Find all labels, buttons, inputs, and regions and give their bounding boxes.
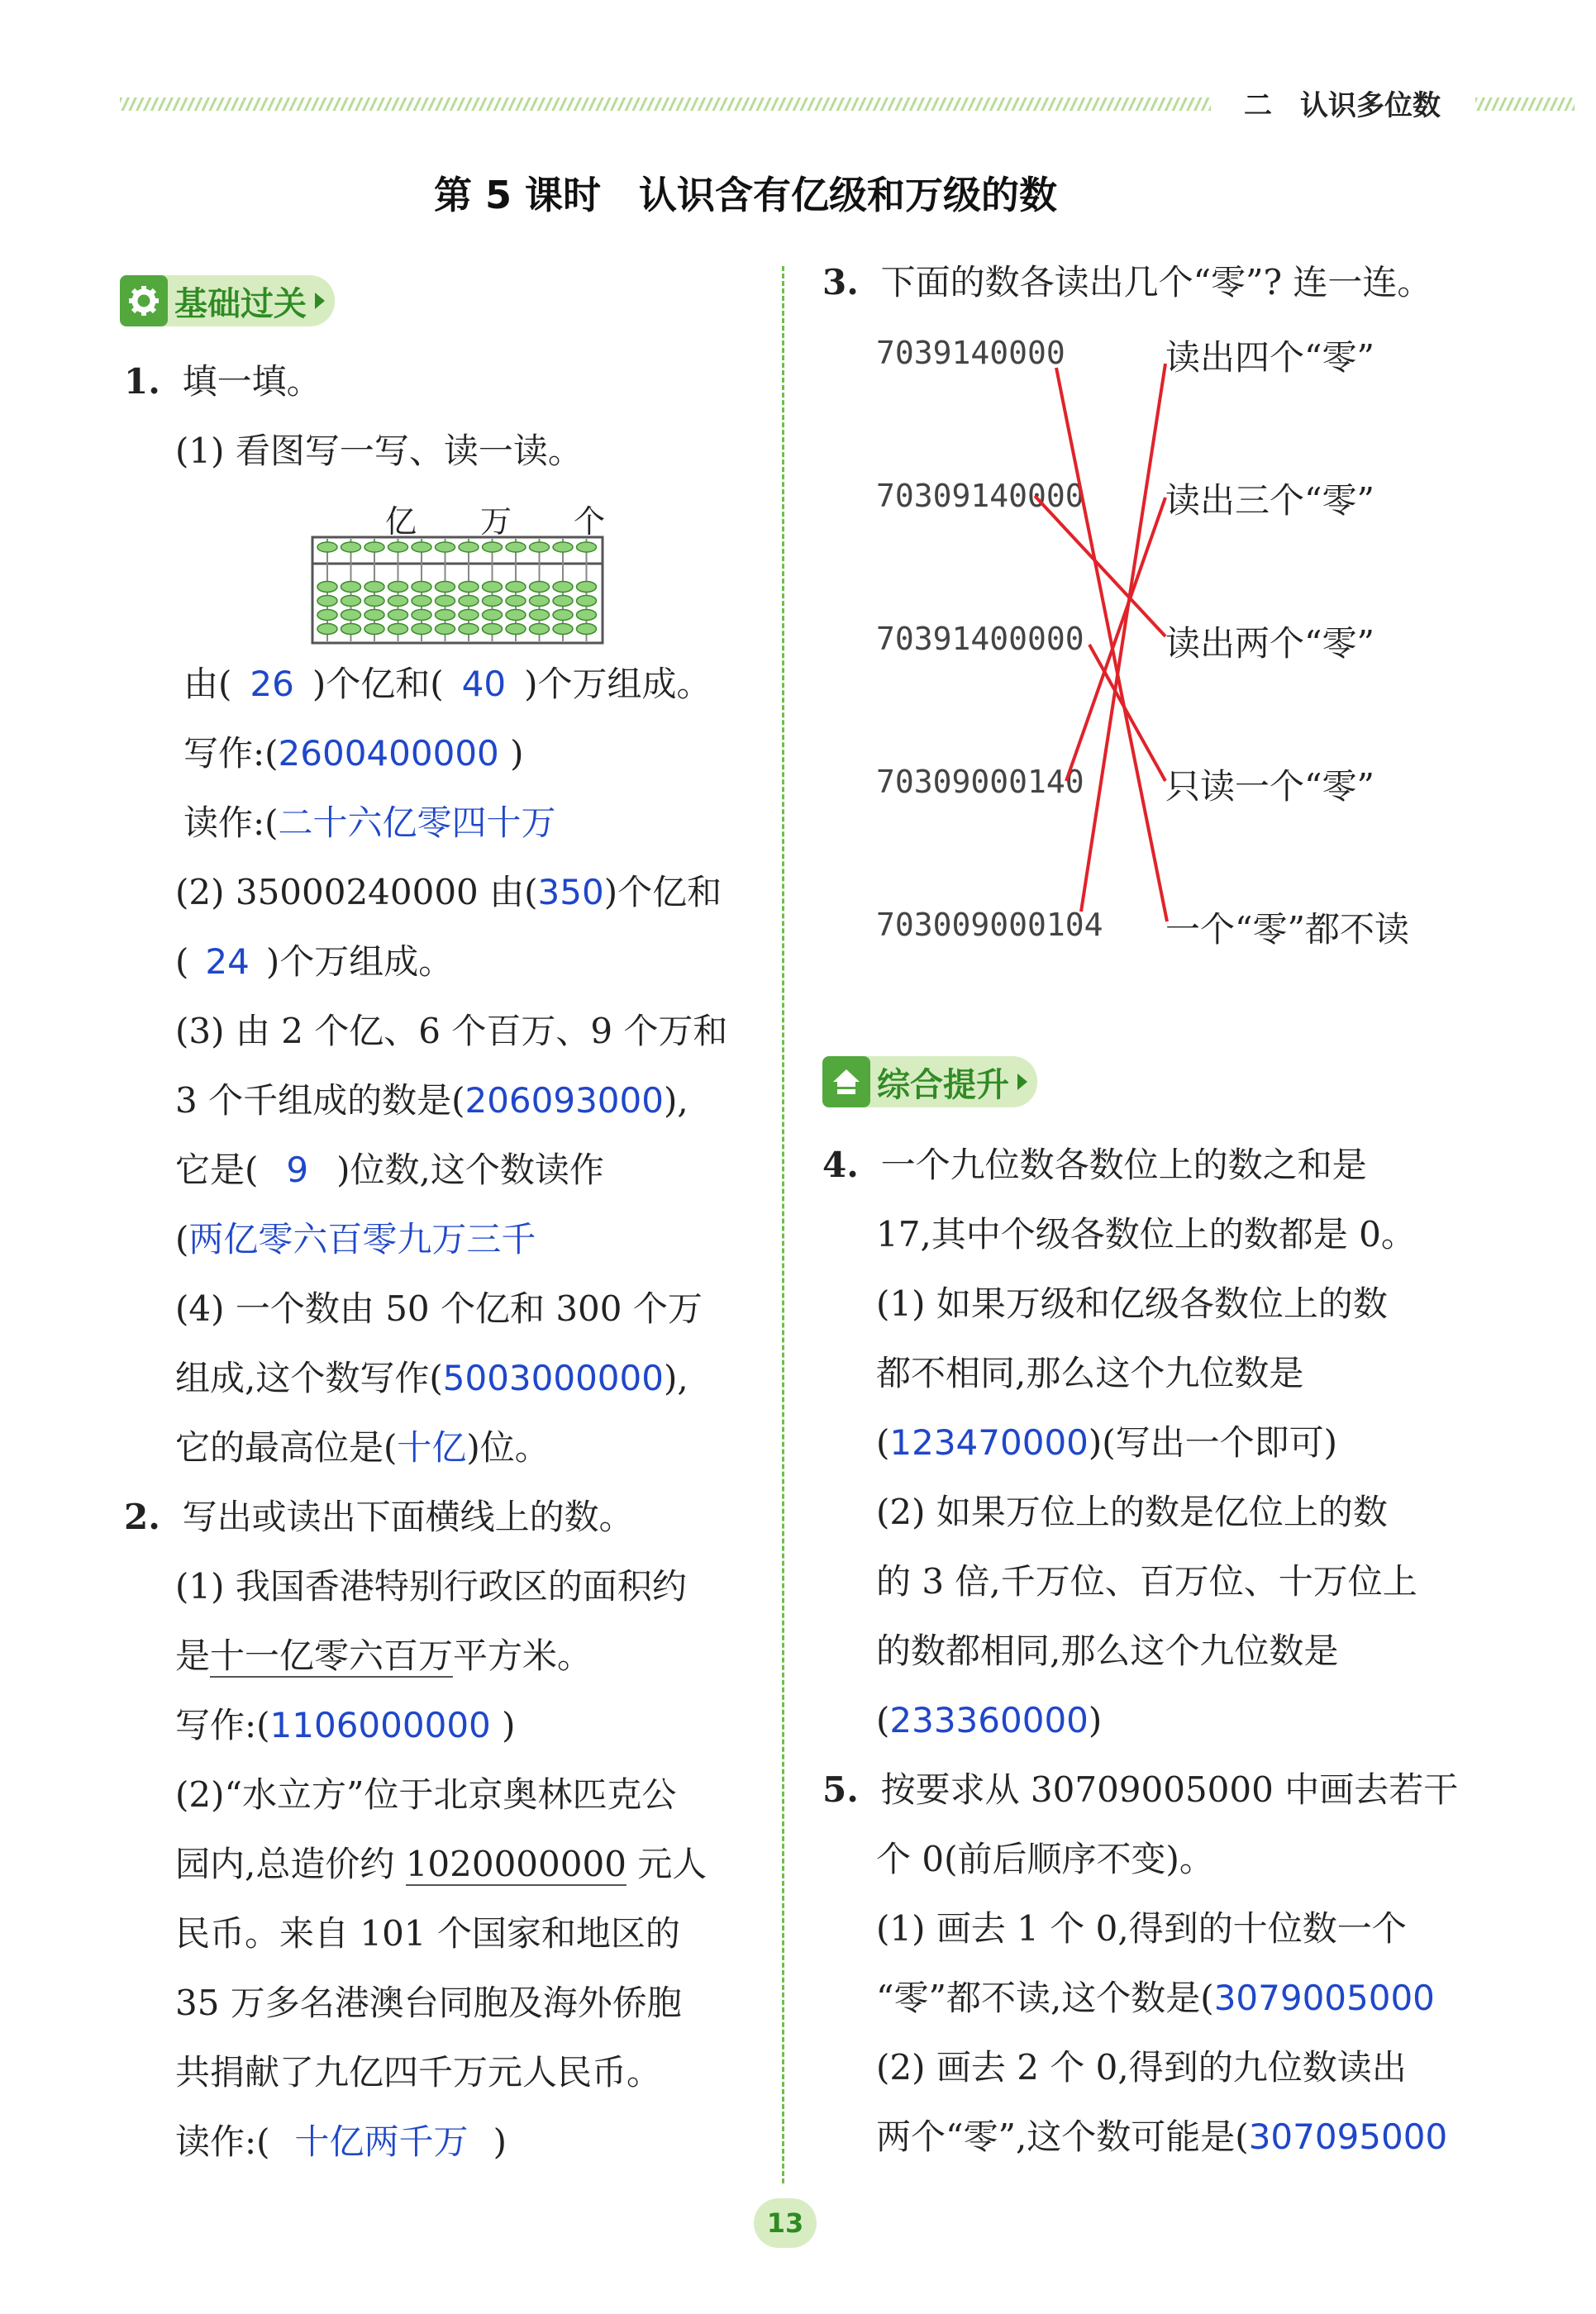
lesson-title: 第 5 课时 认识含有亿级和万级的数 <box>434 173 1058 217</box>
underlined-number-2: 1020000000 <box>405 1844 626 1884</box>
abacus-label-wan: 万 <box>480 503 512 540</box>
q4-line2: 17,其中个级各数位上的数都是 0。 <box>876 1214 1416 1255</box>
q5-p1-line1: (1) 画去 1 个 0,得到的十位数一个 <box>876 1908 1407 1949</box>
q3-reading-5: 一个“零”都不读 <box>1165 909 1409 950</box>
q3-matching-lines <box>0 0 1596 992</box>
q2-p2-line1: (2)“水立方”位于北京奥林匹克公 <box>175 1774 677 1815</box>
section-label-basic: 基础过关 <box>174 284 307 323</box>
q3-number-3: 70391400000 <box>876 621 1084 657</box>
answer-1106000000: 1106000000 <box>269 1705 491 1745</box>
q1-p3-line3: 它是( 9 )位数,这个数读作 <box>175 1150 604 1190</box>
match-line-4 <box>1066 498 1165 781</box>
q3-reading-4: 只读一个“零” <box>1165 766 1374 807</box>
answer-307095000: 307095000 <box>1248 2116 1448 2157</box>
q3-number-1: 7039140000 <box>876 335 1065 371</box>
house-icon <box>822 1056 870 1107</box>
q1-p2-line2: ( 24 )个万组成。 <box>175 941 454 982</box>
answer-reading-3: 十亿两千万 <box>294 2121 469 2162</box>
match-line-2 <box>1035 496 1165 636</box>
answer-40: 40 <box>461 664 507 704</box>
q2-stem-line: 2. 写出或读出下面横线上的数。 <box>124 1497 634 1537</box>
q5-p2-line2: 两个“零”,这个数可能是(307095000 <box>876 2116 1448 2157</box>
answer-24: 24 <box>205 941 250 982</box>
q1-p4-line3: 它的最高位是(十亿)位。 <box>175 1427 550 1468</box>
q4-p1-line2: 都不相同,那么这个九位数是 <box>876 1353 1304 1393</box>
abacus-label-yi: 亿 <box>385 503 417 540</box>
answer-9: 9 <box>286 1150 309 1190</box>
answer-123470000: 123470000 <box>889 1422 1089 1463</box>
answer-26: 26 <box>250 664 294 704</box>
match-line-5 <box>1081 364 1165 912</box>
q5-line1: 5. 按要求从 30709005000 中画去若干 <box>822 1769 1459 1810</box>
q1-p4-line2: 组成,这个数写作(5003000000), <box>175 1358 688 1398</box>
answer-shiyi: 十亿 <box>397 1427 467 1468</box>
q4-line1: 4. 一个九位数各数位上的数之和是 <box>822 1145 1367 1185</box>
q3-reading-3: 读出两个“零” <box>1165 623 1374 664</box>
q2-p1-write-line: 写作:(1106000000 ) <box>175 1705 516 1745</box>
q3-number-5: 703009000104 <box>876 907 1103 943</box>
q4-p2-line1: (2) 如果万位上的数是亿位上的数 <box>876 1492 1388 1532</box>
q5-p2-line1: (2) 画去 2 个 0,得到的九位数读出 <box>876 2047 1407 2088</box>
q1-p1-label: (1) 看图写一写、读一读。 <box>175 431 583 471</box>
q4-p2-line4: (233360000) <box>876 1700 1103 1740</box>
q2-p2-line2: 园内,总造价约 1020000000 元人 <box>175 1844 707 1884</box>
answer-206093000: 206093000 <box>465 1080 664 1121</box>
q2-p2-line3: 民币。来自 101 个国家和地区的 <box>175 1913 680 1954</box>
section-badge-advanced <box>822 1056 1037 1107</box>
q2-p1-line2: 是十一亿零六百万平方米。 <box>175 1636 593 1676</box>
chapter-title: 二 认识多位数 <box>1244 89 1441 122</box>
q3-stem-line: 3. 下面的数各读出几个“零”? 连一连。 <box>822 262 1432 302</box>
chevron-right-icon <box>1017 1074 1027 1090</box>
page-number-badge <box>754 2198 817 2248</box>
q2-p1-line1: (1) 我国香港特别行政区的面积约 <box>175 1566 687 1607</box>
q2-p2-line4: 35 万多名港澳台同胞及海外侨胞 <box>175 1983 682 2023</box>
q1-p4-line1: (4) 一个数由 50 个亿和 300 个万 <box>175 1288 703 1329</box>
q1-p3-line2: 3 个千组成的数是(206093000), <box>175 1080 688 1121</box>
q3-number-2: 70309140000 <box>876 478 1084 514</box>
match-line-3 <box>1089 645 1165 781</box>
page-number: 13 <box>766 2207 804 2239</box>
q1-p3-line4: (两亿零六百零九万三千 <box>175 1219 536 1259</box>
q2-p2-read-line: 读作:( 十亿两千万 ) <box>175 2121 507 2162</box>
abacus-label-ge: 个 <box>574 503 606 540</box>
q3-number-4: 70309000140 <box>876 764 1084 800</box>
answer-reading-2: 两亿零六百零九万三千 <box>188 1219 536 1259</box>
answer-5003000000: 5003000000 <box>442 1358 664 1398</box>
q3-reading-2: 读出三个“零” <box>1165 480 1374 521</box>
q2-p2-line5: 共捐献了九亿四千万元人民币。 <box>175 2052 662 2093</box>
section-label-advanced: 综合提升 <box>877 1065 1009 1104</box>
q4-p2-line3: 的数都相同,那么这个九位数是 <box>876 1631 1339 1671</box>
answer-2600400000: 2600400000 <box>278 733 499 774</box>
answer-3079005000: 3079005000 <box>1213 1978 1435 2018</box>
answer-reading-1: 二十六亿零四十万 <box>278 802 556 843</box>
q1-p2-line1: (2) 35000240000 由(350)个亿和 <box>175 872 722 912</box>
q1-p3-line1: (3) 由 2 个亿、6 个百万、9 个万和 <box>175 1011 728 1051</box>
q1-p1-read-line: 读作:(二十六亿零四十万 <box>183 802 556 843</box>
q4-p1-line3: (123470000)(写出一个即可) <box>876 1422 1338 1463</box>
q1-p1-by-line: 由( 26 )个亿和( 40 )个万组成。 <box>183 664 712 704</box>
q4-p2-line2: 的 3 倍,千万位、百万位、十万位上 <box>876 1561 1417 1602</box>
answer-350: 350 <box>537 872 604 912</box>
q5-line2: 个 0(前后顺序不变)。 <box>876 1839 1214 1879</box>
underlined-number-1: 十一亿零六百万 <box>210 1636 454 1676</box>
q4-p1-line1: (1) 如果万级和亿级各数位上的数 <box>876 1283 1388 1324</box>
answer-233360000: 233360000 <box>889 1700 1089 1740</box>
q3-reading-1: 读出四个“零” <box>1165 337 1374 378</box>
q1-p1-write-line: 写作:(2600400000 ) <box>183 733 524 774</box>
q5-p1-line2: “零”都不读,这个数是(3079005000 <box>876 1978 1435 2018</box>
q1-stem-line: 1. 填一填。 <box>124 361 322 402</box>
